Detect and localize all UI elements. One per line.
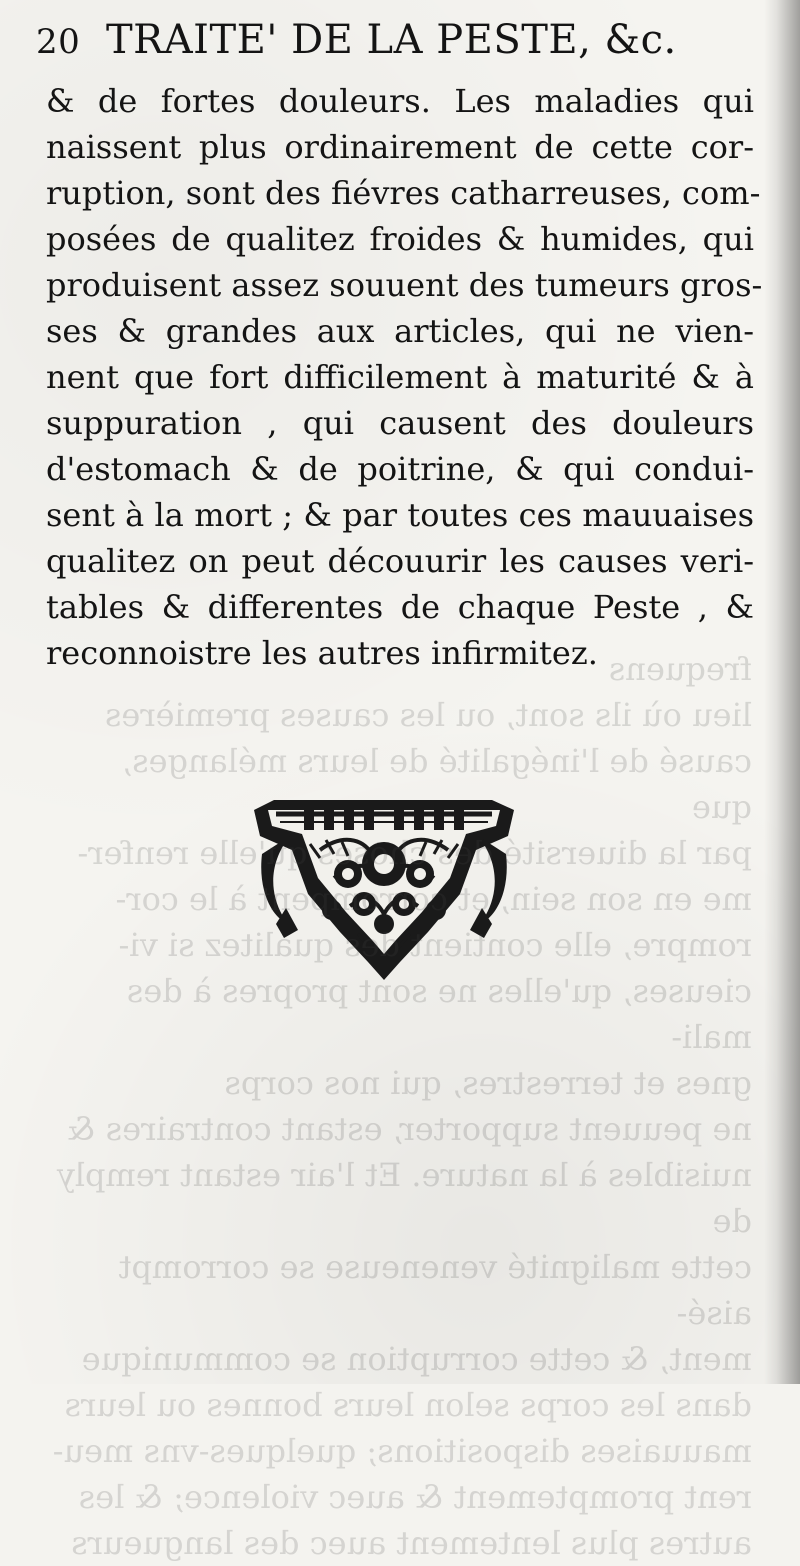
bleed-through-text: frequens lieu où ils sont, ou les causes premières causé de l'inégalité de leurs mélanges, que par la diuersité qu'elle renfer- me en son sein, et à le cor- rompre, elle contient qualitez si vi- cieuses, qu'elles ne sont propres à des mali- gnes et terrestres, qui nos corps ne peuuent supporter, estant contraires & nuisibles à la nature. Et l'air estant remply de cette malignité veneneuse se corrompt aisé- ment, & cette corruption se communique dans les corps selon leurs bonnes ou leurs mauuaises dispositions; quelques-vns meu- rent promptement & auec violence; & les autres plus lentement auec des langueurs: [52, 650, 752, 1562]
text-line-10: sent à la mort ; & par toutes ces mauuaises: [46, 496, 754, 534]
text-line-11: qualitez on peut découurir les causes veri-: [46, 542, 754, 580]
text-line-3: ruption, sont des fiévres catharreuses, com-: [46, 174, 761, 212]
text-line-6: ses & grandes aux articles, qui ne vien-: [46, 312, 754, 350]
text-line-2: naissent plus ordinairement de cette cor-: [46, 128, 754, 166]
page-number: 20: [36, 22, 81, 62]
text-line-12: tables & differentes de chaque Peste , &: [46, 588, 754, 626]
text-line-7: nent que fort difficilement à maturité & à: [46, 358, 754, 396]
body-text: [46, 78, 763, 676]
text-line-8: suppuration , qui causent des douleurs: [46, 404, 754, 442]
page-gutter-shadow: [764, 0, 800, 1384]
text-line-13: reconnoistre les autres infirmitez.: [46, 634, 598, 672]
text-line-4: posées de qualitez froides & humides, qui: [46, 220, 754, 258]
running-title: TRAITE' DE LA PESTE, &c.: [106, 17, 677, 63]
text-line-5: produisent assez souuent des tumeurs gros-: [46, 266, 763, 304]
floral-tailpiece-ornament-icon: [246, 792, 522, 982]
text-line-1: & de fortes douleurs. Les maladies qui: [46, 82, 754, 120]
page-header: [36, 18, 756, 62]
text-line-9: d'estomach & de poitrine, & qui condui-: [46, 450, 754, 488]
